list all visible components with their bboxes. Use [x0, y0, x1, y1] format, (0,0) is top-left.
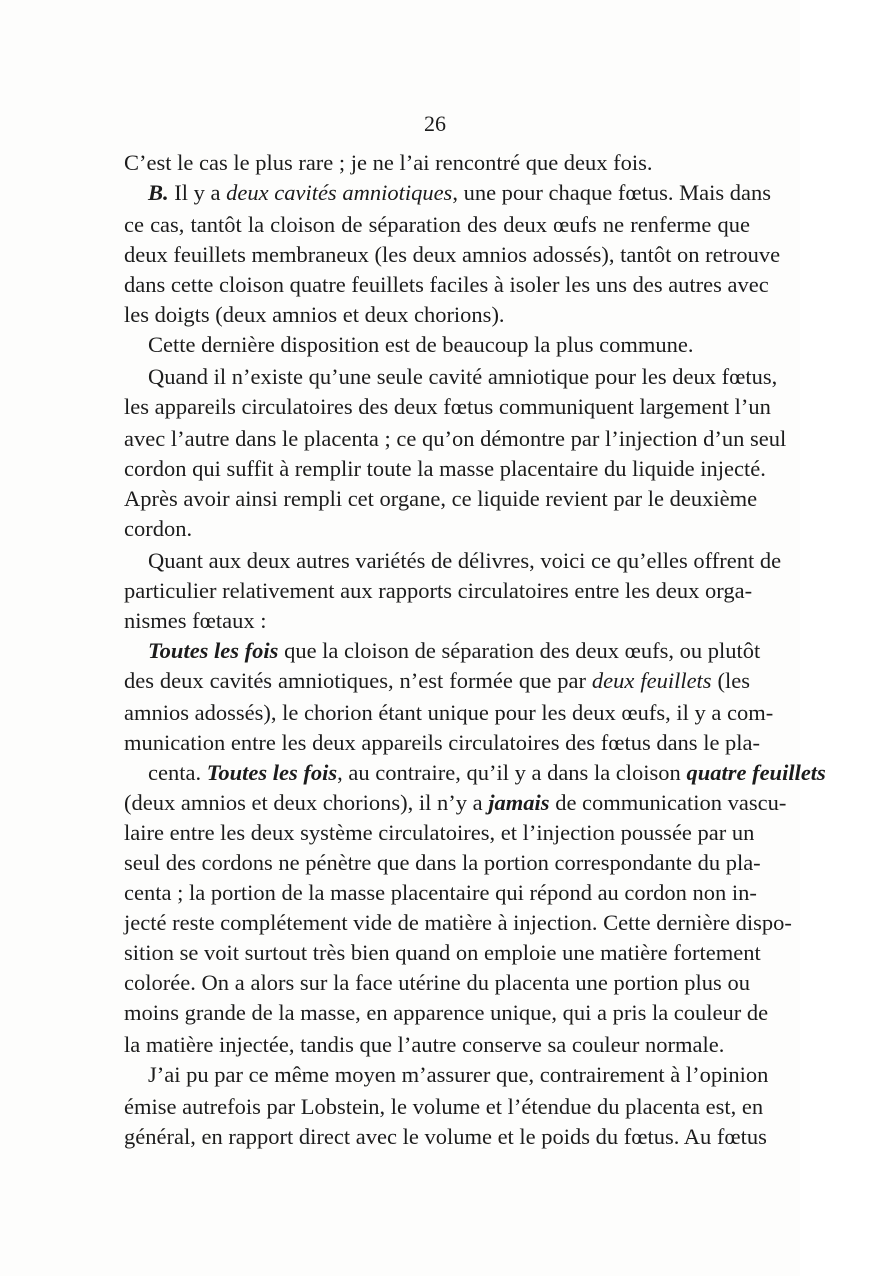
text-run: cordon qui suffit à remplir toute la masse placentaire du liquide injecté. [124, 456, 766, 481]
text-run: amnios adossés), le chorion étant unique pour les deux œufs, il y a com- [124, 700, 774, 725]
text-run: dans cette cloison quatre feuillets faciles à isoler les uns des autres avec [124, 272, 769, 297]
text-line [124, 908, 792, 938]
text-line [124, 424, 787, 454]
text-line [148, 330, 750, 360]
text-line [124, 1030, 750, 1060]
text-run: général, en rapport direct avec le volume et le poids du fœtus. Au fœtus [124, 1124, 767, 1149]
emphasis-text: jamais [488, 790, 550, 815]
text-line [124, 1122, 767, 1152]
text-run: Quant aux deux autres variétés de délivres, voici ce qu’elles offrent de [148, 548, 782, 573]
text-run: les doigts (deux amnios et deux chorions). [124, 302, 505, 327]
emphasis-text: deux cavités amniotiques [226, 180, 453, 205]
text-run: jecté reste complétement vide de matière à injection. Cette dernière dispo- [124, 910, 792, 935]
text-run: Après avoir ainsi rempli cet organe, ce liquide revient par le deuxième [124, 486, 758, 511]
text-line [124, 392, 771, 422]
text-line [148, 758, 826, 788]
text-line [148, 546, 782, 576]
text-run: des deux cavités amniotiques, n’est formée que par [124, 668, 592, 693]
text-line [124, 210, 750, 240]
text-run: avec l’autre dans le placenta ; ce qu’on démontre par l’injection d’un seul [124, 426, 787, 451]
text-line [148, 362, 778, 392]
emphasis-text: deux feuillets [591, 668, 712, 693]
text-line [124, 300, 750, 330]
text-run: nismes fœtaux : [124, 608, 267, 633]
text-run: émise autrefois par Lobstein, le volume et l’étendue du placenta est, en [124, 1094, 764, 1119]
text-line [124, 148, 750, 178]
text-run: (deux amnios et deux chorions), il n’y a [124, 790, 489, 815]
text-line [124, 1092, 764, 1122]
text-run: J’ai pu par ce même moyen m’assurer que, contrairement à l’opinion [148, 1062, 769, 1087]
text-run: centa ; la portion de la masse placentaire qui répond au cordon non in- [124, 880, 757, 905]
text-line [124, 240, 781, 270]
text-run: munication entre les deux appareils circulatoires des fœtus dans le pla- [124, 730, 761, 755]
text-line [124, 698, 774, 728]
text-line [124, 938, 761, 968]
text-line [148, 636, 761, 666]
text-run: ce cas, tantôt la cloison de séparation des deux œufs ne renferme que [124, 212, 750, 237]
text-run: cordon. [124, 516, 193, 541]
text-run: de communication vascu- [549, 790, 787, 815]
text-line [124, 576, 753, 606]
text-line [124, 998, 769, 1028]
text-line [148, 178, 771, 208]
text-run: moins grande de la masse, en apparence unique, qui a pris la couleur de [124, 1000, 769, 1025]
text-run: seul des cordons ne pénètre que dans la portion correspondante du pla- [124, 850, 761, 875]
text-run: particulier relativement aux rapports circulatoires entre les deux orga- [124, 578, 753, 603]
emphasis-text: B. [148, 180, 169, 205]
text-line [124, 666, 750, 696]
text-run: Il y a [168, 180, 227, 205]
text-line [124, 454, 766, 484]
emphasis-text: Toutes les fois [148, 638, 279, 663]
page-number: 26 [424, 111, 446, 136]
text-line [148, 1060, 769, 1090]
text-run: que la cloison de séparation des deux œufs, ou plutôt [278, 638, 761, 663]
text-line [124, 968, 750, 998]
text-run: C’est le cas le plus rare ; je ne l’ai rencontré que deux fois. [124, 150, 653, 175]
text-line [124, 788, 787, 818]
text-run: Quand il n’existe qu’une seule cavité amniotique pour les deux fœtus, [148, 364, 778, 389]
text-run: (les [711, 668, 750, 693]
text-line [124, 606, 750, 636]
text-run: colorée. On a alors sur la face utérine du placenta une portion plus ou [124, 970, 750, 995]
emphasis-text: Toutes les fois [206, 760, 338, 785]
text-run: la matière injectée, tandis que l’autre conserve sa couleur normale. [124, 1032, 725, 1057]
text-run: deux feuillets membraneux (les deux amnios adossés), tantôt on retrouve [124, 242, 781, 267]
text-run: les appareils circulatoires des deux fœtus communiquent largement l’un [124, 394, 771, 419]
emphasis-text: quatre feuillets [686, 760, 826, 785]
text-line [124, 818, 755, 848]
text-line [124, 878, 757, 908]
text-run: laire entre les deux système circulatoires, et l’injection poussée par un [124, 820, 755, 845]
text-line [124, 728, 761, 758]
text-line [124, 514, 750, 544]
text-run: , une pour chaque fœtus. Mais dans [452, 180, 771, 205]
text-line [124, 270, 769, 300]
text-run: centa. [148, 760, 207, 785]
text-run: sition se voit surtout très bien quand on emploie une matière fortement [124, 940, 761, 965]
text-run: , au contraire, qu’il y a dans la cloison [337, 760, 687, 785]
text-run: Cette dernière disposition est de beaucoup la plus commune. [148, 332, 694, 357]
text-line [124, 484, 758, 514]
text-line [124, 848, 761, 878]
